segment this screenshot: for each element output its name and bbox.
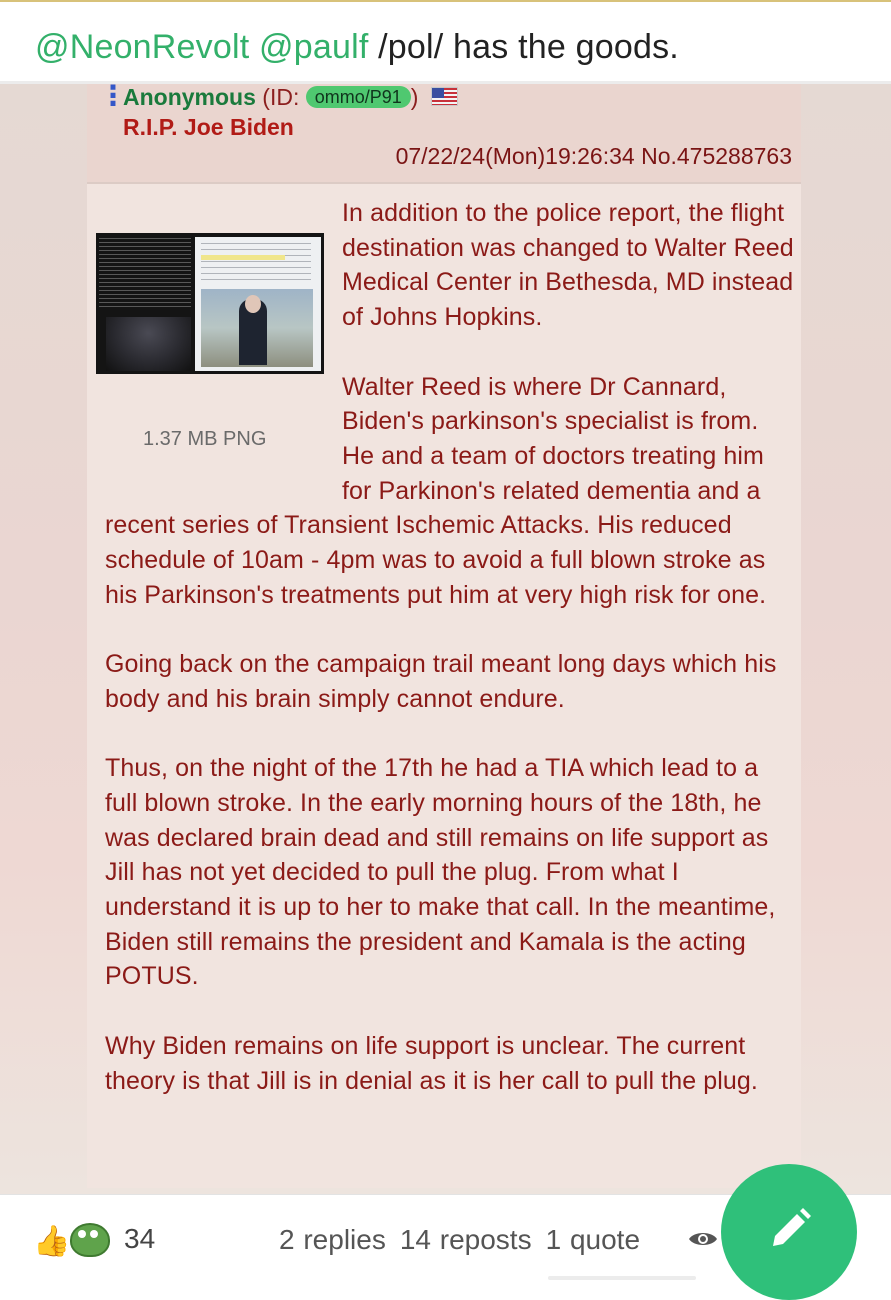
post-datetime: 07/22/24(Mon)19:26:34 xyxy=(395,143,635,169)
post-stats xyxy=(279,1224,640,1256)
reposts-link[interactable]: 14 reposts xyxy=(399,1224,532,1255)
id-label: (ID: xyxy=(262,84,300,110)
post-paragraph: In addition to the police report, the flight destination was changed to Walter Reed Medical Center in Bethesda, MD instead of Johns Hopkins. xyxy=(342,199,794,332)
post-paragraph: Walter Reed is where Dr Cannard, Biden's parkinson's specialist is from. He and a team of doctors treating him for Parkinon's related dementia and a recent series of Transient Ischemic Attacks. His reduced schedule of 10am - 4pm was to avoid a full blown stroke as his Parkinson's treatments put him at very high risk for one. xyxy=(105,372,767,609)
post-meta xyxy=(396,143,792,170)
chan-post xyxy=(87,84,801,1188)
post-body xyxy=(105,196,795,1098)
post-menu-icon: ⋮ xyxy=(99,84,127,111)
post-header xyxy=(87,84,801,184)
post-paragraph: Thus, on the night of the 17th he had a TIA which lead to a full blown stroke. In the early morning hours of the 18th, he was declared brain dead and still remains on life support as Jill has not yet decided to pull the plug. From what I understand it is up to her to make that call. In the meantime, Biden still remains the president and Kamala is the acting POTUS. xyxy=(105,754,776,991)
poster-id-badge: ommo/P91 xyxy=(306,86,411,108)
eye-icon xyxy=(688,1229,718,1249)
post-text-header xyxy=(0,2,891,82)
home-indicator xyxy=(548,1276,696,1280)
header-text: /pol/ has the goods. xyxy=(378,28,679,66)
quotes-link[interactable]: 1 quote xyxy=(545,1224,641,1255)
replies-link[interactable]: 2 replies xyxy=(279,1224,386,1255)
pencil-icon xyxy=(765,1204,815,1254)
id-label-close: ) xyxy=(410,84,419,110)
post-paragraph: Going back on the campaign trail meant long days which his body and his brain simply cannot endure. xyxy=(105,650,777,713)
mention-neonrevolt[interactable]: @NeonRevolt xyxy=(35,28,250,66)
post-paragraph: Why Biden remains on life support is unclear. The current theory is that Jill is in denial as it is her call to pull the plug. xyxy=(105,1031,758,1095)
post-number: No.475288763 xyxy=(641,143,792,169)
reaction-count: 34 xyxy=(124,1223,156,1254)
us-flag-icon xyxy=(431,87,458,106)
file-size-label: 1.37 MB PNG xyxy=(143,428,267,450)
mention-paulf[interactable]: @paulf xyxy=(259,28,369,66)
thumbs-up-emoji: 👍 xyxy=(33,1225,71,1258)
pepe-emoji xyxy=(70,1223,110,1257)
post-subject: R.I.P. Joe Biden xyxy=(123,114,294,140)
poster-name: Anonymous xyxy=(123,84,256,110)
poster-line xyxy=(123,84,458,110)
attached-screenshot[interactable] xyxy=(0,84,891,1194)
